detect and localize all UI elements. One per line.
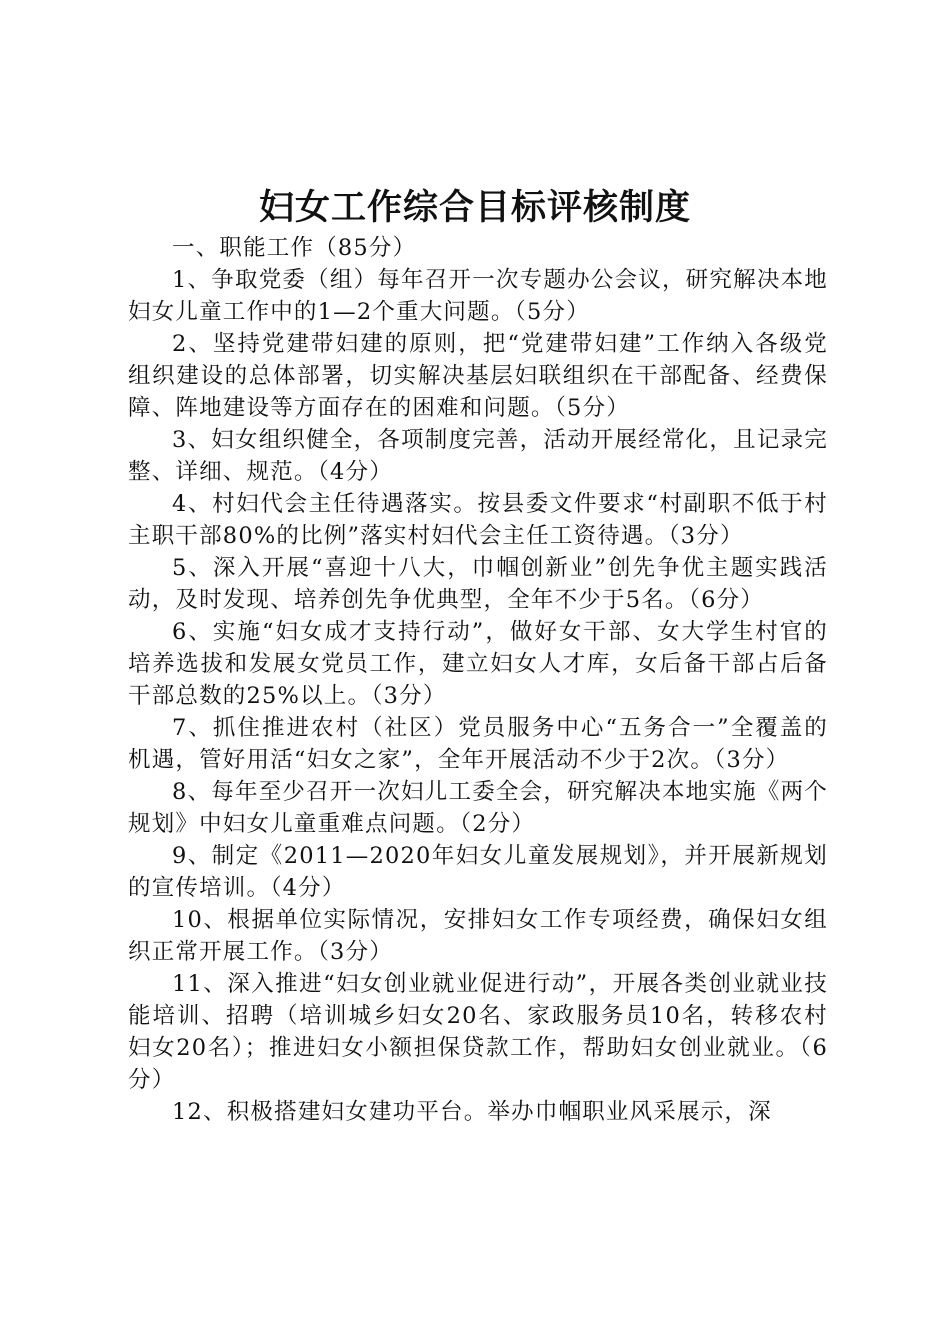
paragraph-item-10: 10、根据单位实际情况，安排妇女工作专项经费，确保妇女组织正常开展工作。（3分） (128, 907, 828, 965)
paragraph-item-2: 2、坚持党建带妇建的原则，把“党建带妇建”工作纳入各级党组织建设的总体部署，切实解决基层妇联组织在干部配备、经费保障、阵地建设等方面存在的困难和问题。（5分） (128, 331, 828, 421)
paragraph-item-8: 8、每年至少召开一次妇儿工委全会，研究解决本地实施《两个规划》中妇女儿童重难点问题。（2分） (128, 779, 828, 837)
paragraph-item-4: 4、村妇代会主任待遇落实。按县委文件要求“村副职不低于村主职干部80%的比例”落实村妇代会主任工资待遇。（3分） (128, 491, 828, 549)
section-heading: 一、职能工作（85分） (172, 235, 417, 261)
paragraph-item-9: 9、制定《2011—2020年妇女儿童发展规划》，并开展新规划的宣传培训。（4分） (128, 843, 828, 901)
document-body (128, 232, 828, 1128)
paragraph-item-3: 3、妇女组织健全，各项制度完善，活动开展经常化，且记录完整、详细、规范。（4分） (128, 427, 828, 485)
paragraph-item-11: 11、深入推进“妇女创业就业促进行动”，开展各类创业就业技能培训、招聘（培训城乡妇女20名、家政服务员10名，转移农村妇女20名）；推进妇女小额担保贷款工作，帮助妇女创业就业。（6分） (128, 971, 828, 1093)
paragraph-item-7: 7、抓住推进农村（社区）党员服务中心“五务合一”全覆盖的机遇，管好用活“妇女之家”，全年开展活动不少于2次。（3分） (128, 715, 828, 773)
paragraph-item-1: 1、争取党委（组）每年召开一次专题办公会议，研究解决本地妇女儿童工作中的1—2个重大问题。（5分） (128, 267, 828, 325)
document-title: 妇女工作综合目标评核制度 (258, 187, 691, 228)
paragraph-item-6: 6、实施“妇女成才支持行动”，做好女干部、女大学生村官的培养选拔和发展女党员工作，建立妇女人才库，女后备干部占后备干部总数的25%以上。（3分） (128, 619, 828, 709)
paragraph-item-12: 12、积极搭建妇女建功平台。举办巾帼职业风采展示，深 (172, 1099, 772, 1125)
paragraph-item-5: 5、深入开展“喜迎十八大，巾帼创新业”创先争优主题实践活动，及时发现、培养创先争优典型，全年不少于5名。（6分） (128, 555, 828, 613)
